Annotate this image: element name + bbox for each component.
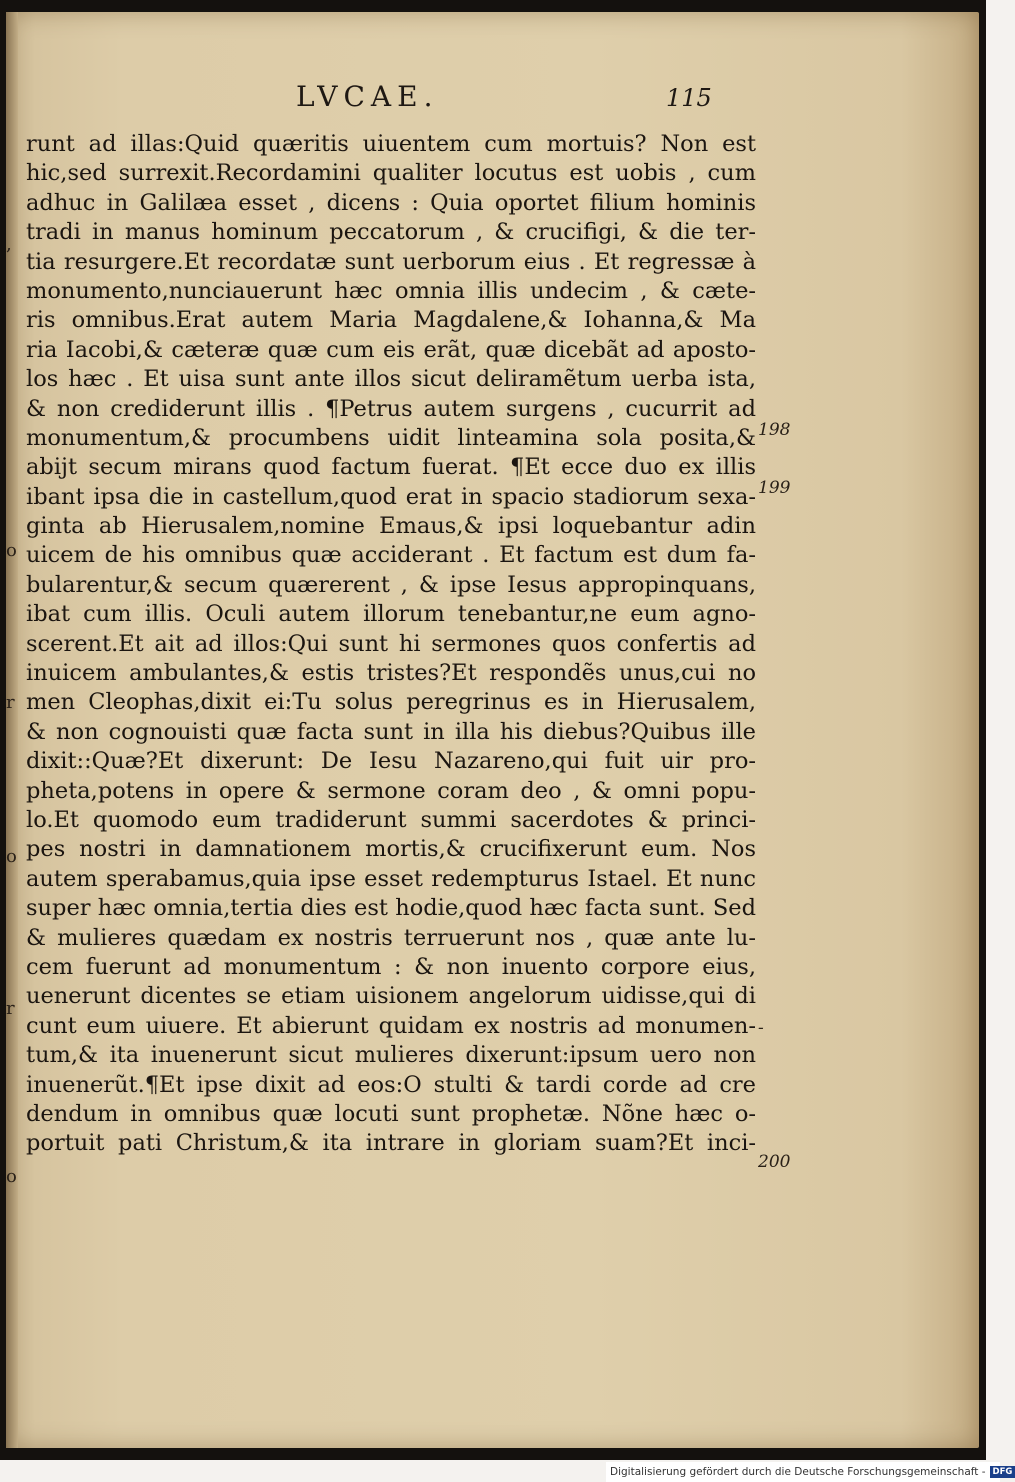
gutter-mark: r — [6, 998, 15, 1019]
text-line: ibant ipsa die in castellum,quod erat in spacio stadiorum sexa- — [26, 483, 756, 510]
text-line: inuicem ambulantes,& estis tristes?Et respondẽs unus,cui no — [26, 660, 756, 687]
text-line: tia resurgere.Et recordatæ sunt uerborum eius . Et regressæ à — [26, 248, 756, 275]
gutter-mark: o — [6, 846, 17, 867]
text-line: adhuc in Galilæa esset , dicens : Quia oportet filium hominis — [26, 189, 756, 216]
text-line: tum,& ita inuenerunt sicut mulieres dixerunt:ipsum uero non — [26, 1042, 756, 1069]
margin-note: 199 — [758, 478, 791, 498]
margin-note: 198 — [758, 420, 791, 440]
text-line: pes nostri in damnationem mortis,& crucifixerunt eum. Nos — [26, 836, 756, 863]
text-line: & non crediderunt illis . ¶Petrus autem surgens , cucurrit ad — [26, 395, 756, 422]
text-line: ria Iacobi,& cæteræ quæ cum eis erãt, quæ dicebãt ad aposto- — [26, 336, 756, 363]
text-line: hic,sed surrexit.Recordamini qualiter locutus est uobis , cum — [26, 160, 756, 187]
text-line: abijt secum mirans quod factum fuerat. ¶Et ecce duo ex illis — [26, 454, 756, 481]
text-line: ibat cum illis. Oculi autem illorum tenebantur,ne eum agno- — [26, 601, 756, 628]
text-line: runt ad illas:Quid quæritis uiuentem cum mortuis? Non est — [26, 131, 756, 157]
text-line: dixit::Quæ?Et dixerunt: De Iesu Nazareno,qui fuit uir pro- — [26, 748, 756, 775]
footer-credit-bar — [606, 1462, 1013, 1482]
footer-credit-text: Digitalisierung gefördert durch die Deutsche Forschungsgemeinschaft - — [610, 1466, 986, 1478]
text-line: super hæc omnia,tertia dies est hodie,quod hæc facta sunt. Sed — [26, 895, 756, 922]
text-line: tradi in manus hominum peccatorum , & crucifigi, & die ter- — [26, 219, 756, 246]
page-gutter-edge — [6, 12, 18, 1448]
text-line: scerent.Et ait ad illos:Qui sunt hi sermones quos confertis ad — [26, 630, 756, 657]
text-line: pheta,potens in opere & sermone coram deo , & omni popu- — [26, 777, 756, 804]
text-line: men Cleophas,dixit ei:Tu solus peregrinus es in Hierusalem, — [26, 689, 756, 716]
text-line: monumentum,& procumbens uidit linteamina sola posita,& — [26, 424, 756, 451]
margin-note: 200 — [758, 1152, 791, 1172]
text-line: uicem de his omnibus quæ acciderant . Et factum est dum fa- — [26, 542, 756, 569]
text-line: lo.Et quomodo eum tradiderunt summi sacerdotes & princi- — [26, 806, 756, 833]
text-line: ris omnibus.Erat autem Maria Magdalene,& Iohanna,& Ma — [26, 307, 756, 334]
running-head: LVCAE. — [296, 80, 439, 113]
gutter-mark: o — [6, 540, 17, 561]
text-line: dendum in omnibus quæ locuti sunt prophetæ. Nõne hæc o- — [26, 1100, 756, 1127]
text-line: ginta ab Hierusalem,nomine Emaus,& ipsi loquebantur adin — [26, 513, 756, 540]
body-text — [26, 130, 756, 1159]
gutter-mark: o — [6, 1166, 17, 1187]
text-line: cem fuerunt ad monumentum : & non inuento corpore eius, — [26, 953, 756, 980]
text-line: bularentur,& secum quærerent , & ipse Iesus appropinquans, — [26, 571, 756, 598]
gutter-mark: , — [6, 234, 12, 255]
book-page — [6, 12, 979, 1448]
text-line: cunt eum uiuere. Et abierunt quidam ex nostris ad monumen- — [26, 1012, 756, 1039]
text-line: los hæc . Et uisa sunt ante illos sicut deliramẽtum uerba ista, — [26, 366, 756, 393]
dfg-logo: DFG — [990, 1466, 1015, 1478]
text-line: & non cognouisti quæ facta sunt in illa his diebus?Quibus ille — [26, 718, 756, 745]
text-line: monumento,nunciauerunt hæc omnia illis undecim , & cæte- — [26, 277, 756, 304]
page-number: 115 — [666, 84, 712, 112]
text-line: & mulieres quædam ex nostris terruerunt nos , quæ ante lu- — [26, 924, 756, 951]
text-line: autem sperabamus,quia ipse esset redempturus Istael. Et nunc — [26, 865, 756, 892]
margin-note: - — [758, 1018, 764, 1038]
text-line: inuenerũt.¶Et ipse dixit ad eos:O stulti & tardi corde ad cre — [26, 1071, 756, 1098]
gutter-mark: r — [6, 692, 15, 713]
text-line: uenerunt dicentes se etiam uisionem angelorum uidisse,qui di — [26, 983, 756, 1010]
text-line: portuit pati Christum,& ita intrare in gloriam suam?Et inci- — [26, 1130, 756, 1157]
